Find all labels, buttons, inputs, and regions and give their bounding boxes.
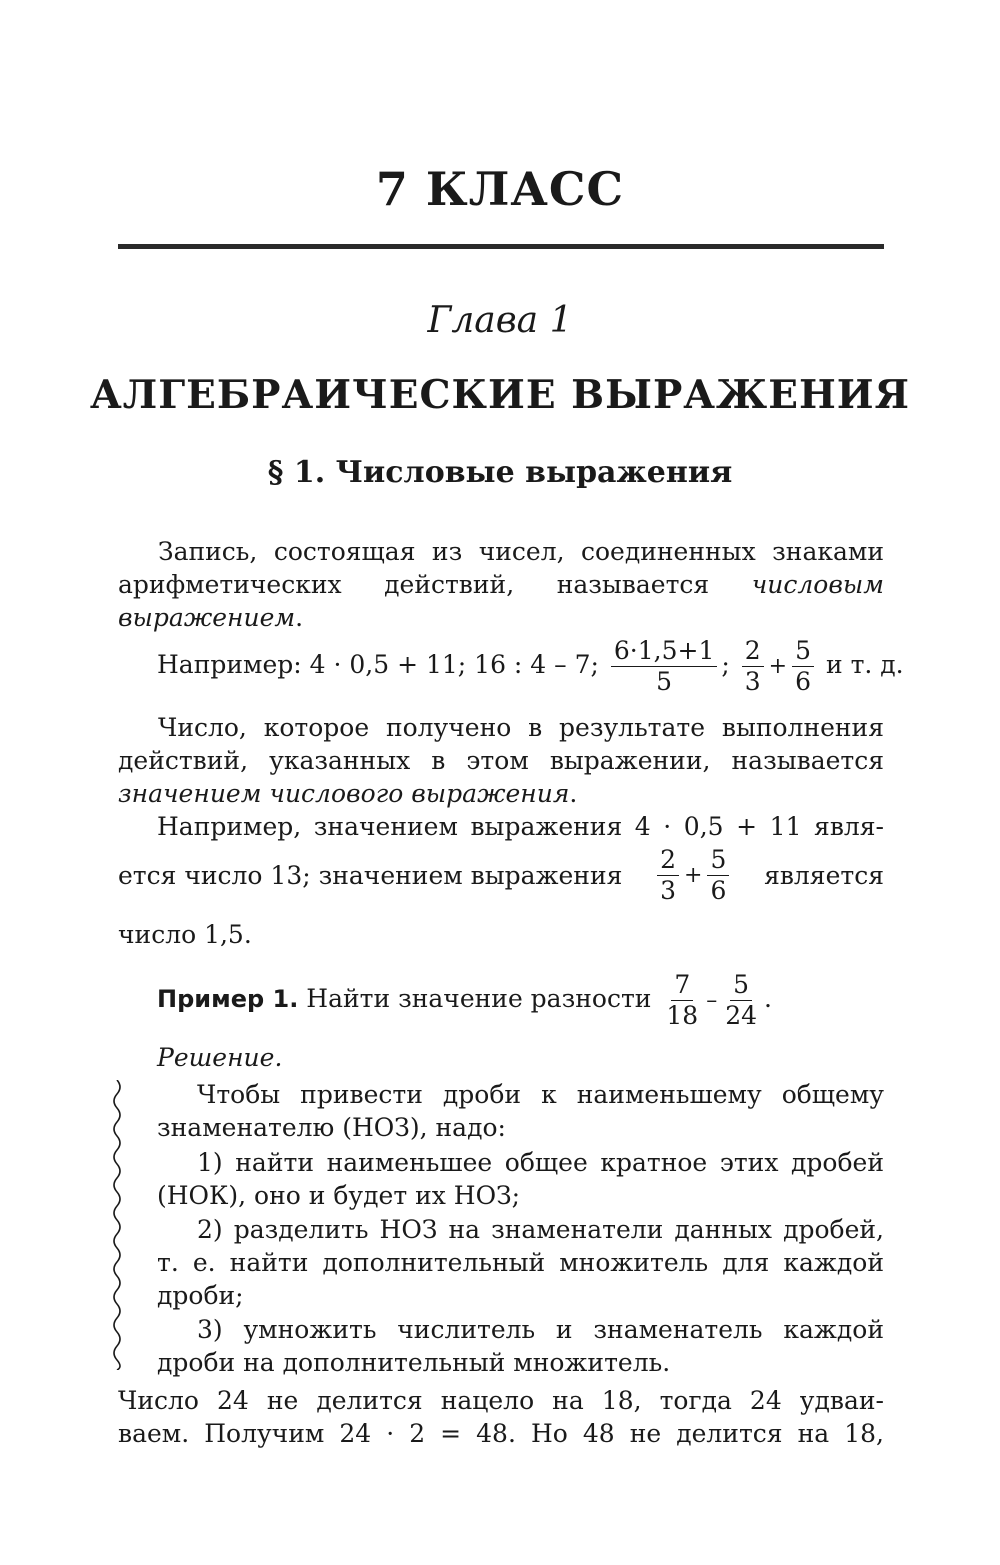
- fraction-five-twentyfourths: [722, 970, 760, 1031]
- tail-line-2: ваем. Получим 24 · 2 = 48. Но 48 не делится на 18,: [118, 1419, 884, 1448]
- chapter-title: АЛГЕБРАИЧЕСКИЕ ВЫРАЖЕНИЯ: [89, 372, 911, 418]
- fraction-two-thirds: [657, 845, 679, 906]
- value-example-line-3: число 1,5.: [118, 920, 252, 949]
- value-example-left: ется число 13; значением выражения: [118, 861, 623, 890]
- solution-step-1: 1) найти наименьшее общее кратное этих дробей (НОК), оно и будет их НОЗ;: [157, 1148, 884, 1210]
- plus-sign: +: [768, 654, 788, 679]
- minus-sign: –: [706, 988, 718, 1013]
- example-end: .: [764, 984, 772, 1013]
- fraction-numerator: 7: [671, 970, 693, 1001]
- solution-step-3: 3) умножить числитель и знаменатель каждой дроби на дополнительный множитель.: [157, 1315, 884, 1377]
- example-text: Найти значение разности: [306, 984, 652, 1013]
- solution-step-2: 2) разделить НОЗ на знаменатели данных дробей, т. е. найти дополнительный множитель для каждой дроби;: [157, 1215, 884, 1310]
- chapter-label: Глава 1: [427, 300, 573, 341]
- fraction-denominator: 18: [666, 1001, 699, 1030]
- grade-title: 7 КЛАСС: [375, 162, 625, 216]
- plus-sign: +: [684, 863, 703, 888]
- fraction-numerator: 2: [742, 636, 764, 667]
- definition-expression-value: [118, 711, 884, 810]
- definition-term: числовым выражением: [118, 570, 884, 632]
- tail-line-1: Число 24 не делится нацело на 18, тогда 24 удваи-: [118, 1386, 884, 1415]
- fraction-denominator: 6: [795, 667, 811, 696]
- examples-line: [157, 636, 904, 697]
- solution-label-text: Решение.: [157, 1043, 283, 1072]
- fraction-numerator: 5: [707, 845, 729, 876]
- definition-text: Запись, состоящая из чисел, соединенных знаками арифметических действий, называется: [118, 537, 884, 599]
- fraction-numerator: 5: [792, 636, 814, 667]
- definition-numeric-expression: [118, 535, 884, 634]
- wavy-bracket-icon: [108, 1080, 126, 1370]
- fraction-seven-eighteenths: [663, 970, 701, 1031]
- value-example-right: является: [764, 861, 884, 890]
- example-1: [157, 970, 772, 1031]
- fraction-numerator: 5: [730, 970, 752, 1001]
- value-example-line-2: [118, 845, 884, 906]
- fraction-denominator: 3: [744, 667, 761, 696]
- definition-term: значением числового выражения: [118, 779, 570, 808]
- definition-end: .: [295, 603, 304, 632]
- solution-intro: Чтобы привести дроби к наименьшему общему знаменателю (НОЗ), надо:: [157, 1080, 884, 1142]
- separator: ;: [721, 650, 730, 679]
- fraction-denominator: 5: [656, 667, 673, 696]
- fraction-five-sixths: [707, 845, 729, 906]
- definition-text: Число, которое получено в результате выполнения действий, указанных в этом выражении, называется: [118, 713, 884, 775]
- fraction-numerator: 2: [657, 845, 679, 876]
- fraction-example-1: [611, 636, 717, 697]
- example-label: Пример 1.: [157, 985, 299, 1013]
- fraction-denominator: 6: [710, 876, 727, 905]
- definition-end: .: [569, 779, 578, 808]
- value-example-expression: [653, 845, 733, 906]
- fraction-denominator: 3: [660, 876, 677, 905]
- value-example-line-1: Например, значением выражения 4 · 0,5 + 11 явля-: [157, 812, 884, 841]
- examples-suffix: и т. д.: [825, 650, 904, 679]
- fraction-example-3: [792, 636, 814, 697]
- section-title: § 1. Числовые выражения: [267, 455, 733, 490]
- solution-label: [157, 1043, 282, 1072]
- fraction-example-2: [742, 636, 764, 697]
- title-rule: [118, 244, 884, 249]
- fraction-denominator: 24: [725, 1001, 758, 1030]
- fraction-numerator: 6·1,5+1: [611, 636, 717, 667]
- examples-prefix: Например: 4 · 0,5 + 11; 16 : 4 – 7;: [157, 650, 599, 679]
